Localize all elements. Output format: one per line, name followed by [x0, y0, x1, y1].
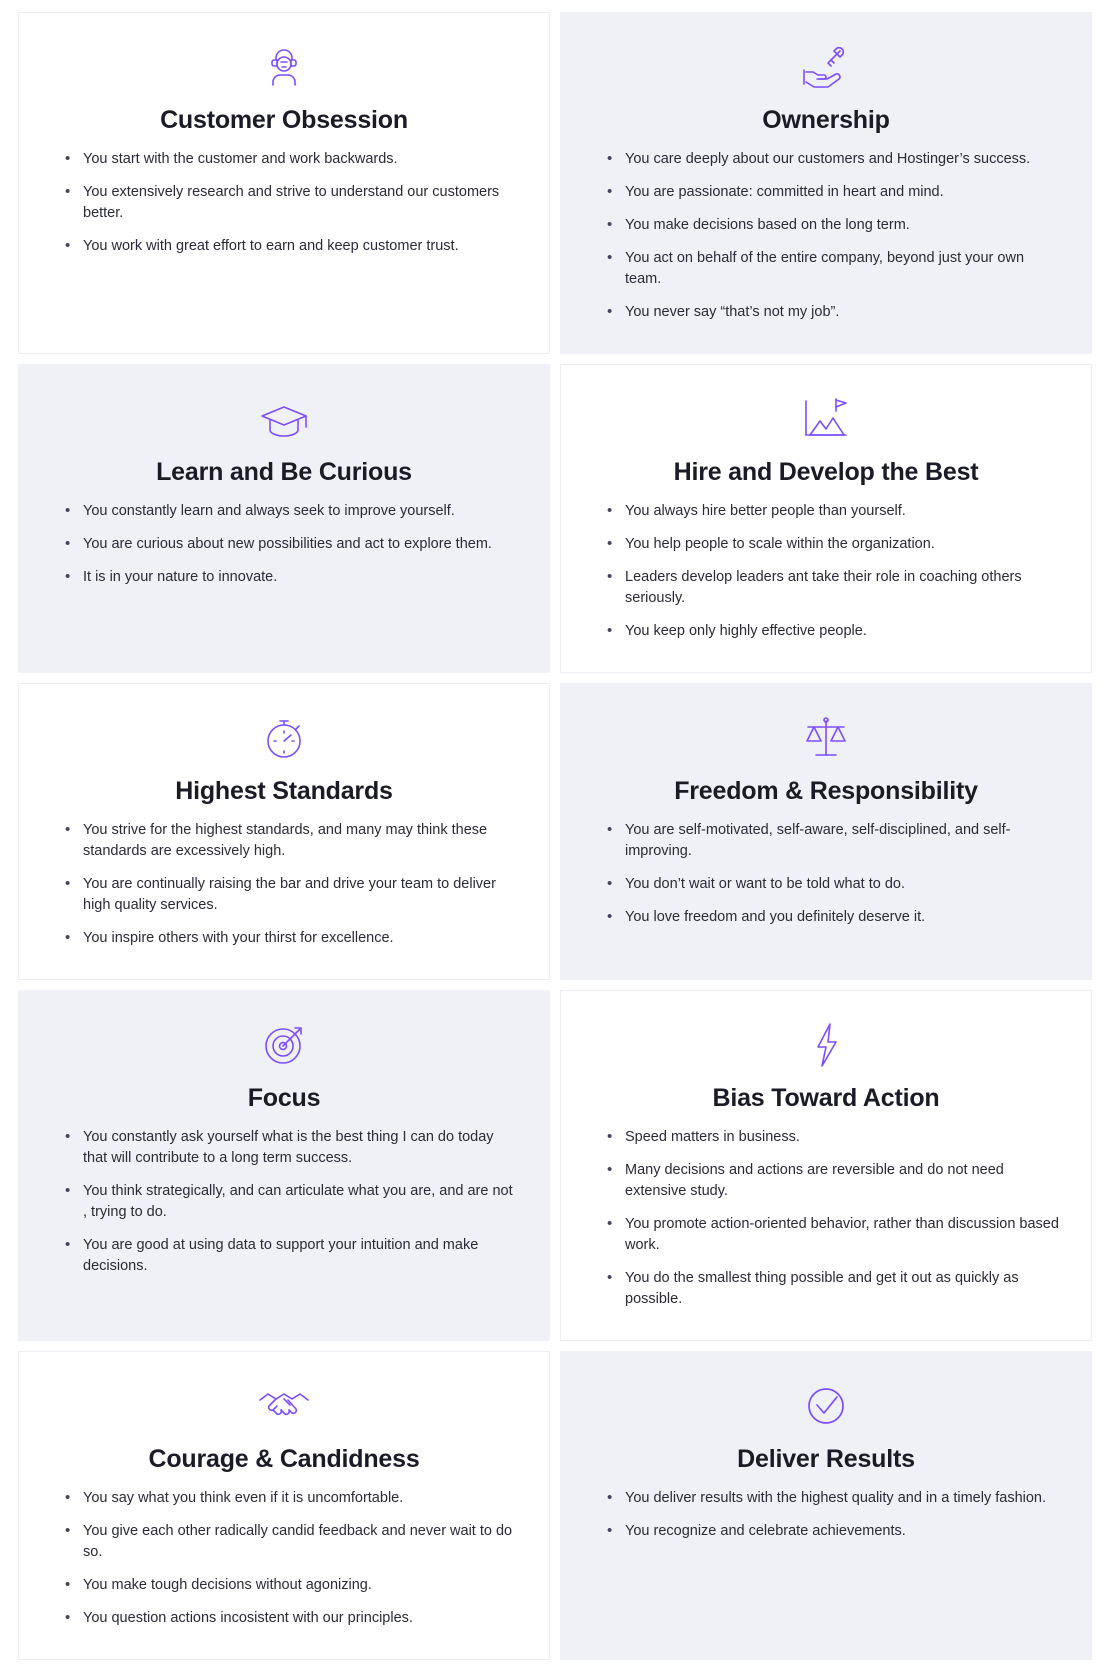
bullet-list	[49, 820, 519, 949]
list-item: • You help people to scale within the organization.	[591, 534, 1061, 555]
list-item: • You constantly learn and always seek to improve yourself.	[49, 501, 519, 522]
list-item: • You are curious about new possibilities and act to explore them.	[49, 534, 519, 555]
bullet-list	[591, 820, 1061, 928]
value-card-highest-standards	[18, 683, 550, 980]
card-title: Highest Standards	[175, 777, 393, 806]
bullet-list	[49, 1127, 519, 1277]
card-body	[591, 1488, 1061, 1542]
list-item: • You are self-motivated, self-aware, self-disciplined, and self-improving.	[591, 820, 1061, 862]
list-item: • You question actions incosistent with our principles.	[49, 1608, 519, 1629]
list-item: • You do the smallest thing possible and get it out as quickly as possible.	[591, 1268, 1061, 1310]
bullet-list	[591, 1488, 1061, 1542]
card-title: Deliver Results	[737, 1445, 915, 1474]
value-card-learn-and-be-curious	[18, 364, 550, 673]
card-body	[591, 820, 1061, 928]
list-item: • You inspire others with your thirst for excellence.	[49, 928, 519, 949]
value-card-deliver-results	[560, 1351, 1092, 1660]
list-item: • You care deeply about our customers and Hostinger’s success.	[591, 149, 1061, 170]
value-card-ownership	[560, 12, 1092, 354]
card-body	[49, 820, 519, 949]
graduation-cap-icon	[256, 391, 312, 447]
list-item: • You recognize and celebrate achievements.	[591, 1521, 1061, 1542]
list-item: • You are continually raising the bar and drive your team to deliver high quality services.	[49, 874, 519, 916]
hand-key-icon	[798, 39, 854, 95]
card-title: Learn and Be Curious	[156, 458, 412, 487]
value-card-customer-obsession	[18, 12, 550, 354]
balance-scale-icon	[800, 710, 852, 766]
list-item: • You never say “that’s not my job”.	[591, 302, 1061, 323]
card-body	[49, 1488, 519, 1629]
target-arrow-icon	[259, 1017, 309, 1073]
mountain-flag-icon	[798, 391, 854, 447]
card-body	[49, 149, 519, 257]
list-item: • You start with the customer and work backwards.	[49, 149, 519, 170]
value-card-bias-toward-action	[560, 990, 1092, 1341]
list-item: • You promote action-oriented behavior, rather than discussion based work.	[591, 1214, 1061, 1256]
list-item: • You make tough decisions without agonizing.	[49, 1575, 519, 1596]
card-body	[591, 1127, 1061, 1310]
card-title: Hire and Develop the Best	[673, 458, 979, 487]
card-title: Customer Obsession	[160, 106, 408, 134]
card-body	[591, 501, 1061, 642]
list-item: • Speed matters in business.	[591, 1127, 1061, 1148]
list-item: • Leaders develop leaders ant take their role in coaching others seriously.	[591, 567, 1061, 609]
bullet-list	[49, 1488, 519, 1629]
list-item: • You give each other radically candid feedback and never wait to do so.	[49, 1521, 519, 1563]
card-body	[49, 1127, 519, 1277]
list-item: • You are passionate: committed in heart and mind.	[591, 182, 1061, 203]
card-title: Ownership	[762, 106, 890, 134]
value-card-hire-and-develop-the-best	[560, 364, 1092, 673]
card-body	[591, 149, 1061, 323]
bullet-list	[591, 501, 1061, 642]
list-item: • You always hire better people than yourself.	[591, 501, 1061, 522]
bullet-list	[591, 149, 1061, 323]
lightning-bolt-icon	[808, 1017, 844, 1073]
list-item: • You think strategically, and can articulate what you are, and are not , trying to do.	[49, 1181, 519, 1223]
list-item: • You say what you think even if it is uncomfortable.	[49, 1488, 519, 1509]
card-title: Bias Toward Action	[712, 1084, 940, 1113]
list-item: • You deliver results with the highest quality and in a timely fashion.	[591, 1488, 1061, 1509]
list-item: • You extensively research and strive to understand our customers better.	[49, 182, 519, 224]
list-item: • It is in your nature to innovate.	[49, 567, 519, 588]
card-title: Freedom & Responsibility	[674, 777, 978, 806]
value-card-focus	[18, 990, 550, 1341]
list-item: • You act on behalf of the entire company, beyond just your own team.	[591, 248, 1061, 290]
handshake-icon	[256, 1378, 312, 1434]
value-card-courage-and-candidness	[18, 1351, 550, 1660]
person-support-icon	[260, 39, 308, 95]
stopwatch-icon	[259, 710, 309, 766]
card-title: Courage & Candidness	[148, 1445, 420, 1474]
value-card-freedom-and-responsibility	[560, 683, 1092, 980]
list-item: • You are good at using data to support your intuition and make decisions.	[49, 1235, 519, 1277]
list-item: • You work with great effort to earn and keep customer trust.	[49, 236, 519, 257]
list-item: • You keep only highly effective people.	[591, 621, 1061, 642]
list-item: • You strive for the highest standards, and many may think these standards are excessively high.	[49, 820, 519, 862]
list-item: • Many decisions and actions are reversible and do not need extensive study.	[591, 1160, 1061, 1202]
list-item: • You don’t wait or want to be told what to do.	[591, 874, 1061, 895]
list-item: • You constantly ask yourself what is the best thing I can do today that will contribute to a long term success.	[49, 1127, 519, 1169]
bullet-list	[49, 149, 519, 257]
bullet-list	[591, 1127, 1061, 1310]
check-circle-icon	[801, 1378, 851, 1434]
list-item: • You love freedom and you definitely deserve it.	[591, 907, 1061, 928]
bullet-list	[49, 501, 519, 588]
card-title: Focus	[247, 1084, 321, 1113]
card-body	[49, 501, 519, 588]
list-item: • You make decisions based on the long term.	[591, 215, 1061, 236]
